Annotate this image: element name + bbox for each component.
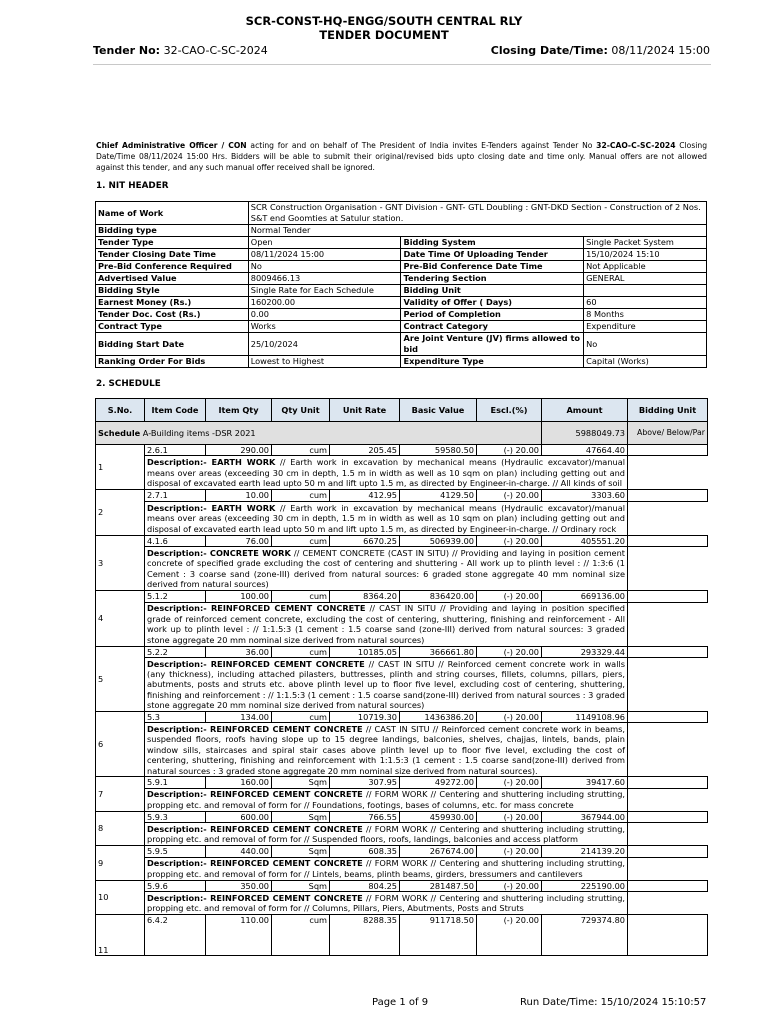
nit-key: Bidding Unit (401, 285, 584, 297)
item-escalation: (-) 20.00 (477, 880, 542, 891)
doc-title: TENDER DOCUMENT (319, 28, 449, 42)
item-basic-value: 59580.50 (400, 445, 477, 456)
schedule-item-row (96, 777, 708, 788)
nit-key: Tender Doc. Cost (Rs.) (96, 309, 249, 321)
schedule-item-row (96, 811, 708, 822)
item-amount: 367944.00 (542, 811, 628, 822)
nit-value: No (584, 333, 707, 356)
item-code: 2.6.1 (145, 445, 206, 456)
schedule-description-row (96, 547, 708, 591)
nit-value: Expenditure (584, 321, 707, 333)
nit-value: 160200.00 (248, 297, 401, 309)
item-code: 5.9.5 (145, 846, 206, 857)
nit-key: Ranking Order For Bids (96, 356, 249, 368)
item-escalation: (-) 20.00 (477, 445, 542, 456)
item-unit: cum (272, 915, 330, 956)
schedule-item-row (96, 915, 708, 956)
schedule-description-row (96, 602, 708, 646)
item-basic-value: 911718.50 (400, 915, 477, 956)
nit-value: 15/10/2024 15:10 (584, 249, 707, 261)
schedule-bidding-unit: Above/ Below/Par (628, 422, 708, 445)
item-description-label: Description:- REINFORCED CEMENT CONCRETE (147, 823, 363, 834)
nit-value: 8009466.13 (248, 273, 401, 285)
schedule-description-row (96, 723, 708, 777)
nit-value: 0.00 (248, 309, 401, 321)
schedule-column-header: Item Code (145, 399, 206, 422)
item-unit: cum (272, 535, 330, 546)
item-bidding-unit (628, 712, 708, 723)
nit-key: Bidding System (401, 237, 584, 249)
schedule-amount: 5988049.73 (542, 422, 628, 445)
item-description-label: Description:- REINFORCED CEMENT CONCRETE (147, 789, 363, 800)
item-description (145, 658, 628, 712)
schedule-column-header: Unit Rate (330, 399, 400, 422)
schedule-column-header: Amount (542, 399, 628, 422)
item-rate: 8288.35 (330, 915, 400, 956)
nit-header-title: 1. NIT HEADER (96, 181, 169, 191)
nit-row (96, 249, 707, 261)
item-sno: 11 (96, 915, 145, 956)
item-amount: 669136.00 (542, 591, 628, 602)
item-description-text: // Earth work in excavation by mechanical means (Hydraulic excavator)/manual means over areas (exceeding 30 cm in depth, 1.5 m in width as well as 10 sqm on plan) including getting out and disposal of excavated earth lead upto 50 m and lift upto 1.5 m, as directed by Engineer-in-charge. // All kinds of soil (147, 457, 625, 489)
schedule-item-row (96, 846, 708, 857)
item-unit: cum (272, 646, 330, 657)
item-code: 6.4.2 (145, 915, 206, 956)
item-sno: 3 (96, 535, 145, 590)
item-description-text: // CAST IN SITU // Reinforced cement concrete work in beams, suspended floors, roofs having slope up to 15 degree landings, balconies, shelves, chajjas, lintels, bands, plain window sills, staircases and spiral stair cases above plinth level up to floor five level, excluding the cost of centering, shuttering, finishing and reinforcement with 1:1.5:3 (1 cement : 1.5 coarse sand(zone-III) derived from natural sources : 3 graded stone aggregate 20 mm nominal size derived from natural sources). (147, 723, 625, 776)
item-sno: 7 (96, 777, 145, 811)
item-rate: 307.95 (330, 777, 400, 788)
item-code: 5.9.6 (145, 880, 206, 891)
closing-date (491, 44, 710, 57)
org-title: SCR-CONST-HQ-ENGG/SOUTH CENTRAL RLY (245, 14, 523, 28)
item-sno: 2 (96, 490, 145, 535)
nit-key: Expenditure Type (401, 356, 584, 368)
item-amount: 729374.80 (542, 915, 628, 956)
nit-key: Earnest Money (Rs.) (96, 297, 249, 309)
nit-key: Validity of Offer ( Days) (401, 297, 584, 309)
item-basic-value: 1436386.20 (400, 712, 477, 723)
item-description-label: Description:- EARTH WORK (147, 502, 276, 513)
item-sno: 1 (96, 445, 145, 490)
item-description-label: Description:- REINFORCED CEMENT CONCRETE (147, 723, 363, 734)
item-description-text: // FORM WORK // Centering and shuttering including strutting, propping etc. and removal of form for // Columns, Pillars, Piers, Abutments, Posts and Struts (147, 892, 626, 914)
item-escalation: (-) 20.00 (477, 591, 542, 602)
item-amount: 39417.60 (542, 777, 628, 788)
nit-row (96, 261, 707, 273)
schedule-title: 2. SCHEDULE (96, 379, 161, 389)
item-basic-value: 459930.00 (400, 811, 477, 822)
item-description-text: // FORM WORK // Centering and shuttering including strutting, propping etc. and removal of form for // Suspended floors, roofs, landings, balconies and access platform (147, 823, 626, 845)
item-qty: 350.00 (206, 880, 272, 891)
item-code: 5.3 (145, 712, 206, 723)
nit-value: Lowest to Highest (248, 356, 401, 368)
nit-value (584, 285, 707, 297)
tender-number-value: 32-CAO-C-SC-2024 (163, 44, 268, 57)
intro-paragraph (96, 140, 707, 173)
nit-value: 8 Months (584, 309, 707, 321)
item-basic-value: 267674.00 (400, 846, 477, 857)
schedule-name: A-Building items -DSR 2021 (142, 427, 256, 438)
item-rate: 608.35 (330, 846, 400, 857)
item-description (145, 788, 628, 811)
item-bidding-unit (628, 445, 708, 456)
item-qty: 160.00 (206, 777, 272, 788)
item-rate: 10719.30 (330, 712, 400, 723)
schedule-description-row (96, 501, 708, 535)
item-amount: 293329.44 (542, 646, 628, 657)
item-bidding-unit (628, 915, 708, 956)
intro-text-2: Closing Date/Time 08/11/2024 15:00 Hrs. Bidders will be able to submit their original/revised bids upto closing date and time only. Manual offers are not allowed against this tender, and any such manual offer received shall be ignored. (96, 141, 708, 172)
schedule-column-header: Qty Unit (272, 399, 330, 422)
schedule-description-row (96, 892, 708, 915)
nit-value: 60 (584, 297, 707, 309)
item-rate: 10185.05 (330, 646, 400, 657)
nit-row (96, 309, 707, 321)
item-escalation: (-) 20.00 (477, 490, 542, 501)
item-unit: cum (272, 712, 330, 723)
schedule-column-header: Basic Value (400, 399, 477, 422)
nit-value: Capital (Works) (584, 356, 707, 368)
nit-value: Single Rate for Each Schedule (248, 285, 401, 297)
nit-row (96, 237, 707, 249)
item-sno: 6 (96, 712, 145, 777)
schedule-description-row (96, 857, 708, 880)
item-unit: Sqm (272, 880, 330, 891)
item-unit: Sqm (272, 777, 330, 788)
run-datetime: Run Date/Time: 15/10/2024 15:10:57 (520, 997, 707, 1008)
item-description-label: Description:- REINFORCED CEMENT CONCRETE (147, 603, 366, 614)
item-rate: 766.55 (330, 811, 400, 822)
schedule-group-cell (96, 422, 542, 445)
closing-date-label: Closing Date/Time: (490, 44, 608, 57)
nit-key: Tender Closing Date Time (96, 249, 249, 261)
item-qty: 100.00 (206, 591, 272, 602)
nit-row (96, 273, 707, 285)
item-escalation: (-) 20.00 (477, 811, 542, 822)
schedule-item-row (96, 880, 708, 891)
item-unit: Sqm (272, 811, 330, 822)
item-qty: 600.00 (206, 811, 272, 822)
intro-text-1: acting for and on behalf of The President of India invites E-Tenders against Tender No (246, 141, 597, 150)
nit-key: Date Time Of Uploading Tender (401, 249, 584, 261)
item-sno: 9 (96, 846, 145, 880)
schedule-item-row (96, 445, 708, 456)
item-description-label: Description:- CONCRETE WORK (147, 547, 291, 558)
closing-date-value: 08/11/2024 15:00 (611, 44, 710, 57)
item-bidding-unit (628, 846, 708, 857)
item-qty: 440.00 (206, 846, 272, 857)
schedule-description-row (96, 823, 708, 846)
item-sno: 4 (96, 591, 145, 646)
item-unit: cum (272, 591, 330, 602)
item-unit: Sqm (272, 846, 330, 857)
item-description-text: // CAST IN SITU // Providing and laying in position specified grade of reinforced cement concrete, excluding the cost of centering, shuttering, finishing and reinforcement - All work up to plinth level : // 1:1.5:3 (1 cement : 1.5 coarse sand (zone-III) derived from natural sources: 3 graded stone aggregate 20 mm nominal size derived from natural sources) (147, 603, 625, 645)
schedule-item-row (96, 591, 708, 602)
schedule-column-header: Item Qty (206, 399, 272, 422)
item-description-label: Description:- REINFORCED CEMENT CONCRETE (147, 858, 363, 869)
item-description-text: // FORM WORK // Centering and shuttering including strutting, propping etc. and removal of form for // Lintels, beams, plinth beams, girders, bressumers and cantilevers (147, 858, 626, 879)
nit-key: Tender Type (96, 237, 249, 249)
item-rate: 412.95 (330, 490, 400, 501)
item-rate: 804.25 (330, 880, 400, 891)
item-amount: 47664.40 (542, 445, 628, 456)
nit-row (96, 356, 707, 368)
item-qty: 76.00 (206, 535, 272, 546)
item-code: 4.1.6 (145, 535, 206, 546)
nit-row-name-of-work (96, 202, 707, 225)
intro-tender-no: 32-CAO-C-SC-2024 (596, 141, 676, 150)
nit-value: Works (248, 321, 401, 333)
item-description (145, 501, 628, 535)
item-code: 5.2.2 (145, 646, 206, 657)
nit-key: Period of Completion (401, 309, 584, 321)
item-qty: 290.00 (206, 445, 272, 456)
nit-key: Pre-Bid Conference Required (96, 261, 249, 273)
nit-key: Contract Type (96, 321, 249, 333)
schedule-group-row (96, 422, 708, 445)
nit-key: Tendering Section (401, 273, 584, 285)
schedule-column-header: Escl.(%) (477, 399, 542, 422)
item-description-text: // FORM WORK // Centering and shuttering including strutting, propping etc. and removal of form for // Foundations, footings, bases of columns, etc. for mass concrete (147, 789, 626, 810)
item-escalation: (-) 20.00 (477, 712, 542, 723)
item-amount: 214139.20 (542, 846, 628, 857)
schedule-column-header: Bidding Unit (628, 399, 708, 422)
item-qty: 110.00 (206, 915, 272, 956)
item-description (145, 456, 628, 490)
nit-row (96, 333, 707, 356)
nit-header-table (95, 201, 707, 368)
item-amount: 3303.60 (542, 490, 628, 501)
schedule-item-row (96, 535, 708, 546)
item-sno: 5 (96, 646, 145, 711)
schedule-description-row (96, 456, 708, 490)
nit-value: 25/10/2024 (248, 333, 401, 356)
item-sno: 10 (96, 880, 145, 914)
intro-authority: Chief Administrative Officer / CON (96, 141, 247, 150)
schedule-description-row (96, 658, 708, 712)
item-description-text: // Earth work in excavation by mechanical means (Hydraulic excavator)/manual means over areas (exceeding 30 cm in depth, 1.5 m in width as well as 10 sqm on plan) including getting out and disposal of excavated earth lead upto 50 m and lift upto 1.5 m, as directed by Engineer-in-charge. // Ordinary rock (147, 502, 625, 534)
nit-value: Normal Tender (248, 225, 706, 237)
item-bidding-unit (628, 880, 708, 891)
schedule-table (95, 398, 708, 956)
nit-key: Bidding type (96, 225, 249, 237)
schedule-label: Schedule (98, 427, 141, 438)
header-divider (93, 64, 711, 66)
item-code: 5.9.3 (145, 811, 206, 822)
schedule-item-row (96, 490, 708, 501)
nit-row-bidding-type (96, 225, 707, 237)
item-description (145, 723, 628, 777)
item-basic-value: 366661.80 (400, 646, 477, 657)
item-escalation: (-) 20.00 (477, 777, 542, 788)
schedule-item-row (96, 646, 708, 657)
nit-key: Bidding Start Date (96, 333, 249, 356)
nit-key: Name of Work (96, 202, 249, 225)
item-rate: 205.45 (330, 445, 400, 456)
nit-row (96, 285, 707, 297)
item-description (145, 547, 628, 591)
nit-key: Advertised Value (96, 273, 249, 285)
item-description (145, 892, 628, 915)
item-escalation: (-) 20.00 (477, 846, 542, 857)
item-amount: 405551.20 (542, 535, 628, 546)
item-qty: 10.00 (206, 490, 272, 501)
page-number: Page 1 of 9 (372, 997, 429, 1008)
schedule-column-header: S.No. (96, 399, 145, 422)
nit-value: 08/11/2024 15:00 (248, 249, 401, 261)
item-bidding-unit (628, 811, 708, 822)
item-description-label: Description:- REINFORCED CEMENT CONCRETE (147, 658, 365, 669)
item-escalation: (-) 20.00 (477, 915, 542, 956)
nit-row (96, 321, 707, 333)
item-unit: cum (272, 490, 330, 501)
item-rate: 6670.25 (330, 535, 400, 546)
item-description (145, 602, 628, 646)
nit-key: Are Joint Venture (JV) firms allowed to bid (401, 333, 584, 356)
item-sno: 8 (96, 811, 145, 845)
item-description-text: // CAST IN SITU // Reinforced cement concrete work in walls (any thickness), including attached pilasters, buttresses, plinth and string courses, fillets, columns, pillars, piers, abutments, posts and struts etc. above plinth level up to floor five level, excluding cost of centering, shuttering, finishing and reinforcement : // 1:1.5:3 (1 cement : 1.5 coarse sand(zone-III) derived from natural sources : 3 graded stone aggregate 20 mm nominal size derived from natural sources) (147, 658, 626, 711)
item-qty: 134.00 (206, 712, 272, 723)
tender-number-label: Tender No: (93, 44, 161, 57)
nit-value: Single Packet System (584, 237, 707, 249)
item-description (145, 857, 628, 880)
item-basic-value: 281487.50 (400, 880, 477, 891)
tender-number (93, 44, 268, 57)
nit-value: No (248, 261, 401, 273)
item-bidding-unit (628, 777, 708, 788)
item-escalation: (-) 20.00 (477, 646, 542, 657)
item-bidding-unit (628, 646, 708, 657)
item-description-text: // CEMENT CONCRETE (CAST IN SITU) // Providing and laying in position cement concrete of specified grade excluding the cost of centering and shuttering - All work up to plinth level : // 1:3:6 (1 Cement : 3 coarse sand (zone-III) derived from natural sources: 6 graded stone aggregate 40 mm nominal size derived from natural sources) (147, 547, 625, 590)
nit-key: Contract Category (401, 321, 584, 333)
item-bidding-unit (628, 591, 708, 602)
schedule-item-row (96, 712, 708, 723)
item-code: 5.9.1 (145, 777, 206, 788)
item-rate: 8364.20 (330, 591, 400, 602)
item-amount: 225190.00 (542, 880, 628, 891)
item-code: 5.1.2 (145, 591, 206, 602)
item-description-label: Description:- EARTH WORK (147, 457, 276, 468)
item-basic-value: 836420.00 (400, 591, 477, 602)
item-basic-value: 506939.00 (400, 535, 477, 546)
item-basic-value: 4129.50 (400, 490, 477, 501)
item-unit: cum (272, 445, 330, 456)
item-amount: 1149108.96 (542, 712, 628, 723)
item-description-label: Description:- REINFORCED CEMENT CONCRETE (147, 892, 363, 903)
item-qty: 36.00 (206, 646, 272, 657)
nit-value: Open (248, 237, 401, 249)
nit-value: GENERAL (584, 273, 707, 285)
item-description (145, 823, 628, 846)
item-escalation: (-) 20.00 (477, 535, 542, 546)
nit-value: SCR Construction Organisation - GNT Division - GNT- GTL Doubling : GNT-DKD Section - Construction of 2 Nos. S&T end Goomties at Satulur station. (248, 202, 706, 225)
schedule-description-row (96, 788, 708, 811)
item-bidding-unit (628, 535, 708, 546)
item-bidding-unit (628, 490, 708, 501)
nit-row (96, 297, 707, 309)
nit-key: Pre-Bid Conference Date Time (401, 261, 584, 273)
schedule-header-row (96, 399, 708, 422)
nit-key: Bidding Style (96, 285, 249, 297)
item-code: 2.7.1 (145, 490, 206, 501)
nit-value: Not Applicable (584, 261, 707, 273)
item-basic-value: 49272.00 (400, 777, 477, 788)
